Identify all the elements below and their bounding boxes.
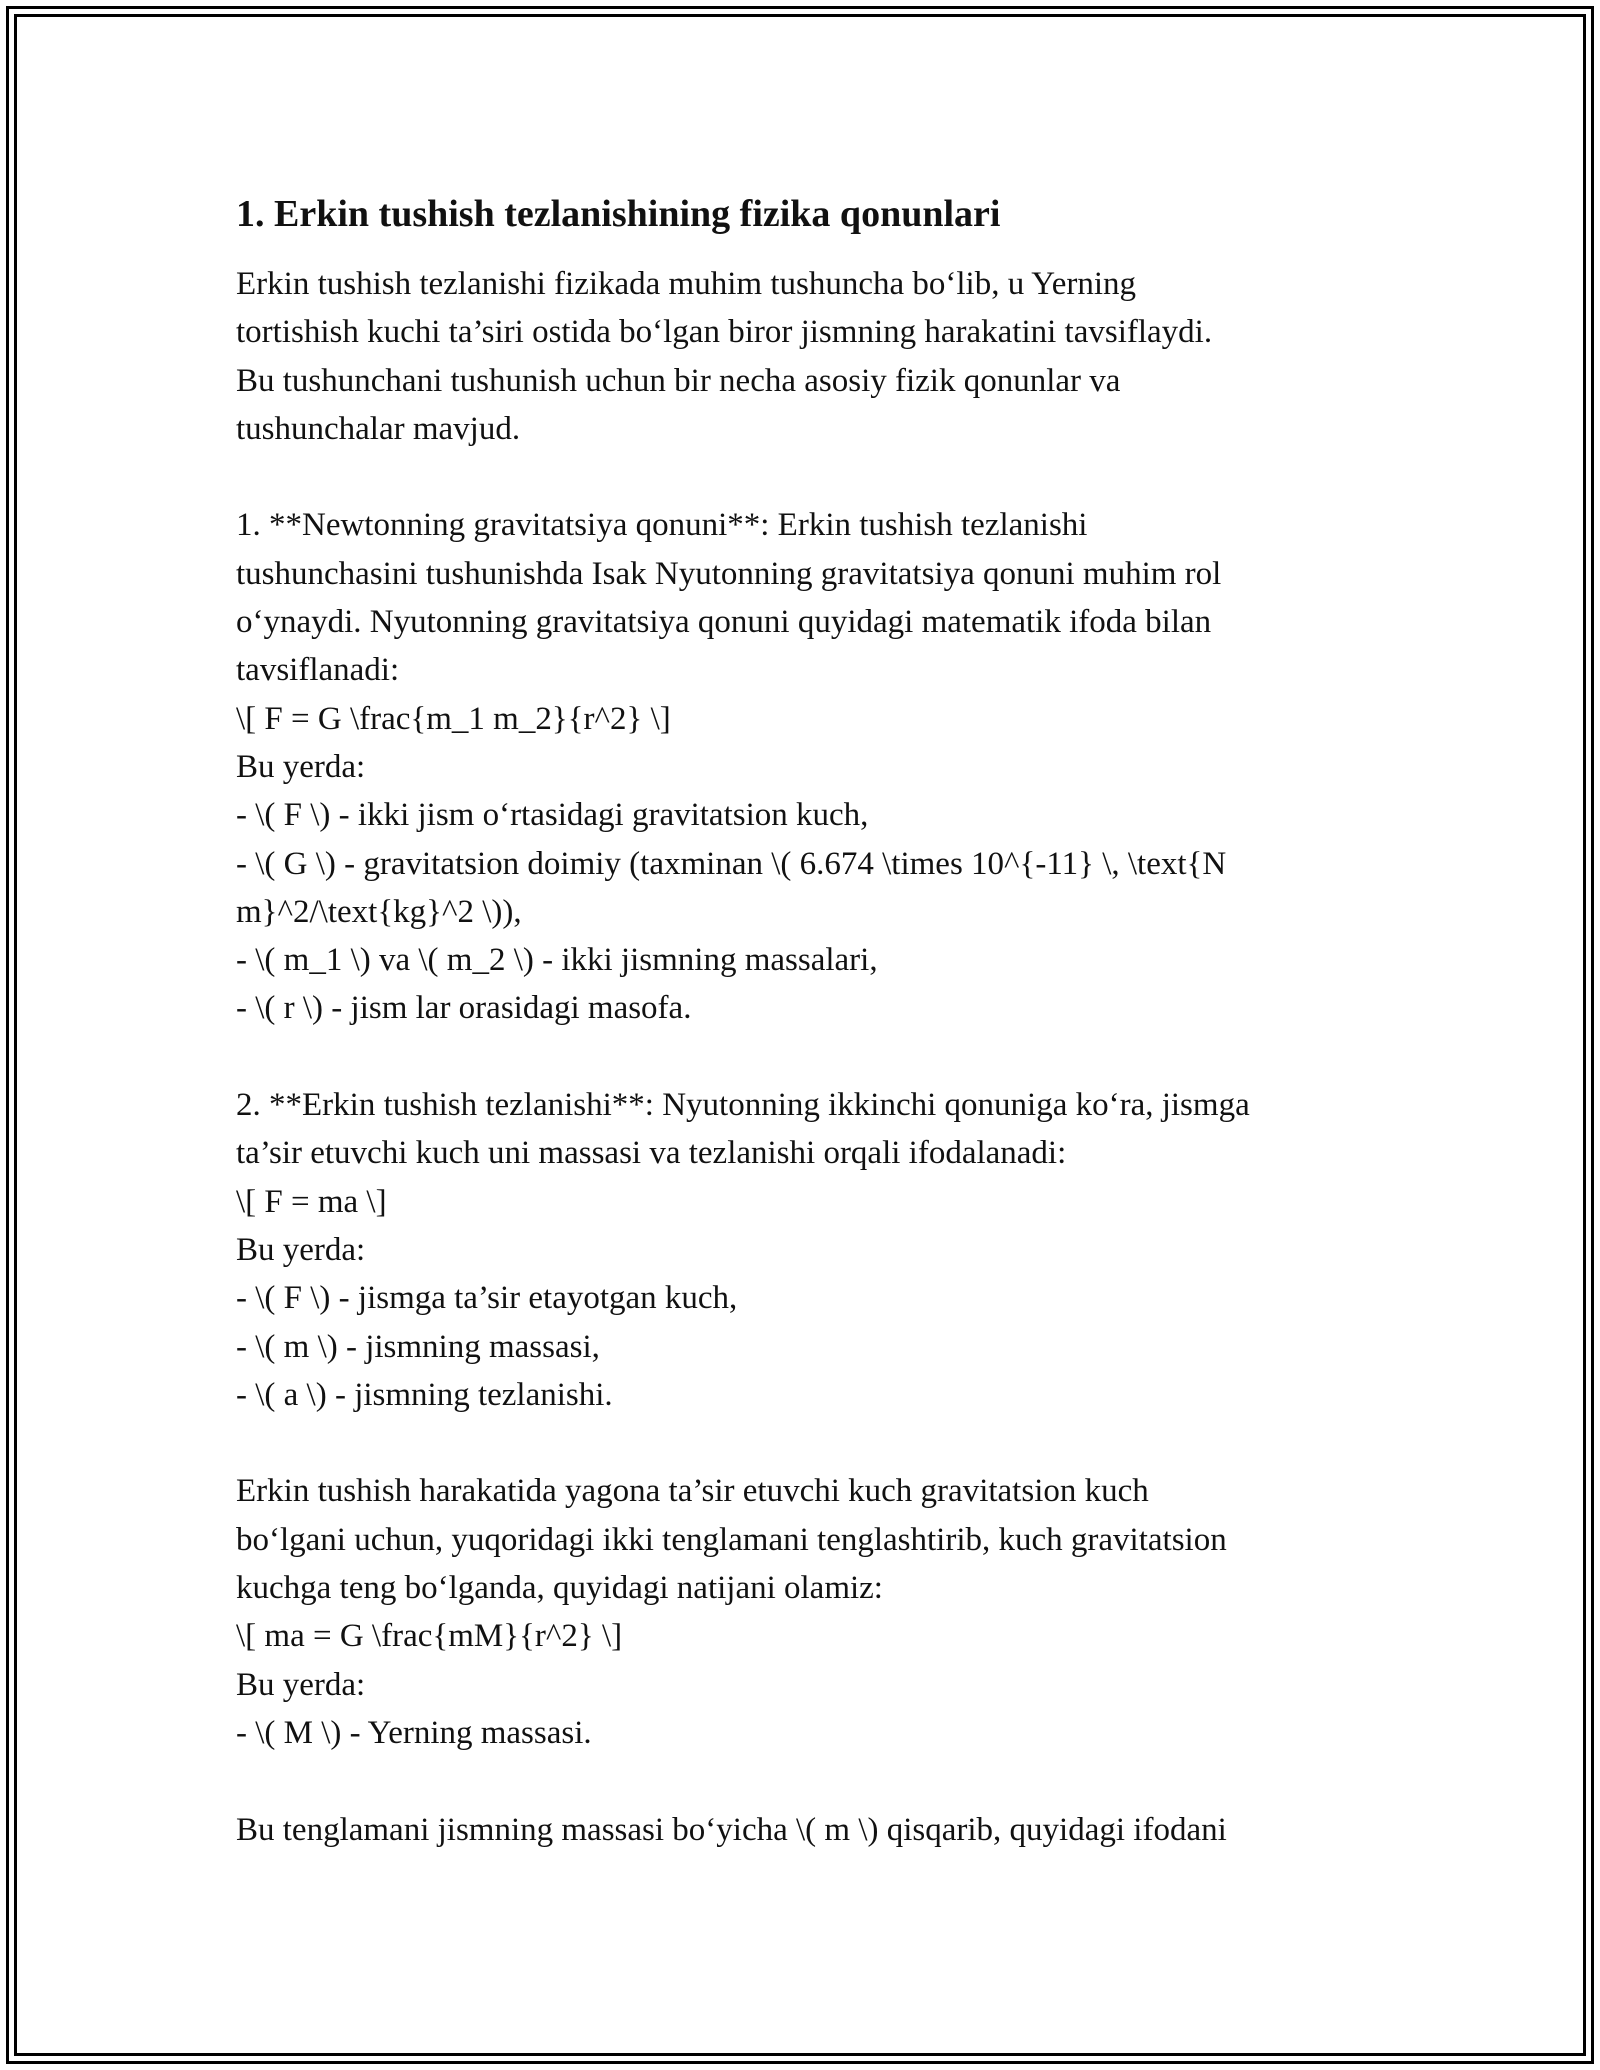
text-line: \[ ma = G \frac{mM}{r^2} \]: [236, 1618, 623, 1655]
text-line: - \( M \) - Yerning massasi.: [236, 1714, 592, 1751]
text-line: Bu tenglamani jismning massasi boʻyicha \( m \) qisqarib, quyidagi ifodani: [236, 1811, 1227, 1848]
text-line: ta’sir etuvchi kuch uni massasi va tezlanishi orqali ifodalanadi:: [236, 1135, 1067, 1172]
text-line: 2. **Erkin tushish tezlanishi**: Nyutonning ikkinchi qonuniga koʻra, jismga: [236, 1087, 1250, 1124]
text-line: tavsiflanadi:: [236, 652, 400, 689]
text-line: Bu tushunchani tushunish uchun bir necha asosiy fizik qonunlar va: [236, 362, 1121, 399]
text-line: - \( a \) - jismning tezlanishi.: [236, 1376, 613, 1413]
text-line: - \( G \) - gravitatsion doimiy (taxminan \( 6.674 \times 10^{-11} \, \text{N: [236, 845, 1227, 882]
text-line: 1. **Newtonning gravitatsiya qonuni**: Erkin tushish tezlanishi: [236, 507, 1088, 544]
blank-line: [236, 1757, 1396, 1805]
text-line: \[ F = ma \]: [236, 1183, 387, 1220]
text-line: tortishish kuchi ta’siri ostida boʻlgan biror jismning harakatini tavsiflaydi.: [236, 314, 1213, 351]
document-text: [236, 260, 1396, 1854]
text-line: tushunchalar mavjud.: [236, 410, 521, 447]
text-line: Erkin tushish harakatida yagona ta’sir etuvchi kuch gravitatsion kuch: [236, 1473, 1149, 1510]
text-line: - \( m_1 \) va \( m_2 \) - ikki jismning massalari,: [236, 942, 878, 979]
document-body: [236, 186, 1396, 1854]
text-line: kuchga teng boʻlganda, quyidagi natijani olamiz:: [236, 1570, 883, 1607]
text-line: Bu yerda:: [236, 748, 366, 785]
text-line: - \( m \) - jismning massasi,: [236, 1328, 600, 1365]
text-line: oʻynaydi. Nyutonning gravitatsiya qonuni quyidagi matematik ifoda bilan: [236, 604, 1212, 641]
document-title: 1. Erkin tushish tezlanishining fizika qonunlari: [236, 193, 1001, 235]
blank-line: [236, 1033, 1396, 1081]
text-line: - \( r \) - jism lar orasidagi masofa.: [236, 990, 692, 1027]
text-line: - \( F \) - jismga ta’sir etayotgan kuch,: [236, 1280, 738, 1317]
text-line: Bu yerda:: [236, 1231, 366, 1268]
text-line: Bu yerda:: [236, 1666, 366, 1703]
text-line: Erkin tushish tezlanishi fizikada muhim tushuncha boʻlib, u Yerning: [236, 266, 1137, 302]
blank-line: [236, 453, 1396, 501]
blank-line: [236, 1419, 1396, 1467]
text-line: - \( F \) - ikki jism oʻrtasidagi gravitatsion kuch,: [236, 797, 869, 834]
text-line: boʻlgani uchun, yuqoridagi ikki tenglamani tenglashtirib, kuch gravitatsion: [236, 1521, 1227, 1558]
text-line: m}^2/\text{kg}^2 \)),: [236, 893, 522, 930]
text-line: tushunchasini tushunishda Isak Nyutonning gravitatsiya qonuni muhim rol: [236, 555, 1222, 592]
text-line: \[ F = G \frac{m_1 m_2}{r^2} \]: [236, 700, 671, 737]
